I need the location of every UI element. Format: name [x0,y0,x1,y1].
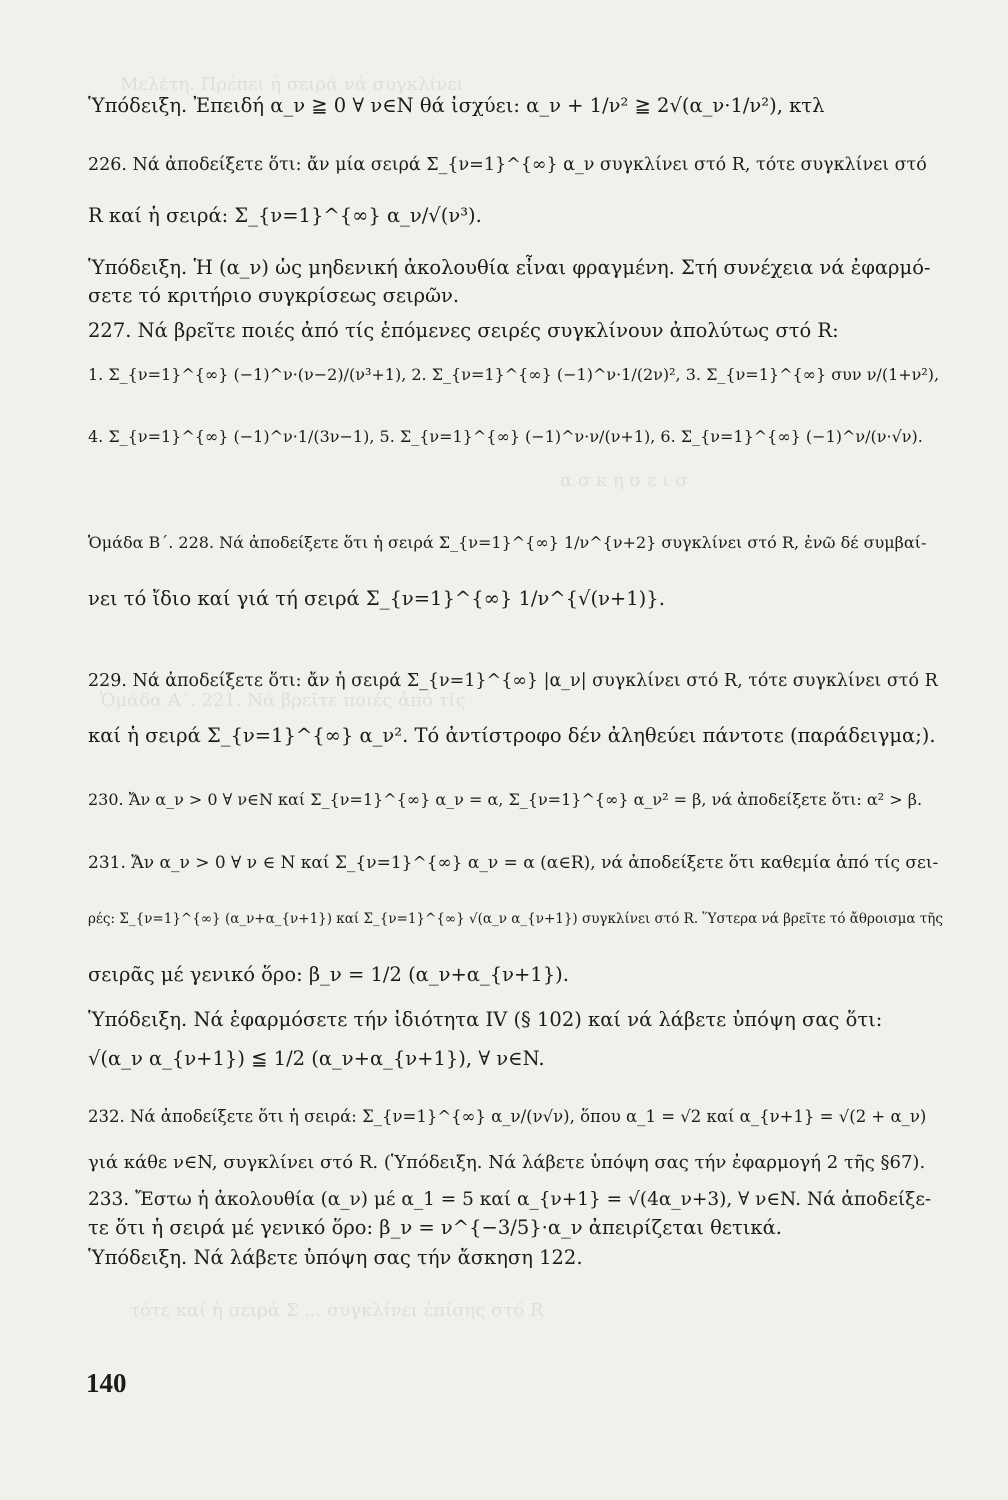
line-06: 227. Νά βρεῖτε ποιές ἀπό τίς ἑπόμενες σειρές συγκλίνουν ἀπολύτως στό R: [88,319,839,342]
line-18: √(α_ν α_{ν+1}) ≦ 1/2 (α_ν+α_{ν+1}), ∀ ν∈N. [88,1047,545,1070]
line-11: 229. Νά ἀποδείξετε ὅτι: ἄν ἡ σειρά Σ_{ν=1}^{∞} |α_ν| συγκλίνει στό R, τότε συγκλίνει στό R [88,671,938,691]
line-15: ρές: Σ_{ν=1}^{∞} (α_ν+α_{ν+1}) καί Σ_{ν=1}^{∞} √(α_ν α_{ν+1}) συγκλίνει στό R. Ὕστερα νά βρεῖτε τό ἄθροισμα τῆς [88,911,943,927]
line-16: σειρᾶς μέ γενικό ὅρο: β_ν = 1/2 (α_ν+α_{ν+1}). [88,963,569,986]
line-10: νει τό ἴδιο καί γιά τή σειρά Σ_{ν=1}^{∞} 1/ν^{√(ν+1)}. [88,587,665,610]
line-20: γιά κάθε ν∈N, συγκλίνει στό R. (Ὑπόδειξη. Νά λάβετε ὑπόψη σας τήν ἐφαρμογή 2 τῆς §67). [88,1152,926,1173]
line-12: καί ἡ σειρά Σ_{ν=1}^{∞} α_ν². Τό ἀντίστροφο δέν ἀληθεύει πάντοτε (παράδειγμα;). [88,724,936,747]
line-04: Ὑπόδειξη. Ἡ (α_ν) ὡς μηδενική ἀκολουθία εἶναι φραγμένη. Στή συνέχεια νά ἐφαρμό- [88,256,931,279]
line-17: Ὑπόδειξη. Νά ἐφαρμόσετε τήν ἰδιότητα IV (§ 102) καί νά λάβετε ὑπόψη σας ὅτι: [88,1008,883,1031]
line-21: 233. Ἔστω ἡ ἀκολουθία (α_ν) μέ α_1 = 5 καί α_{ν+1} = √(4α_ν+3), ∀ ν∈N. Νά ἀποδείξε- [88,1189,932,1210]
line-14: 231. Ἄν α_ν > 0 ∀ ν ∈ N καί Σ_{ν=1}^{∞} α_ν = α (α∈R), νά ἀποδείξετε ὅτι καθεμία ἀπό τίς σει- [88,853,939,873]
line-03: R καί ἡ σειρά: Σ_{ν=1}^{∞} α_ν/√(ν³). [88,204,482,227]
line-09: Ὁμάδα Β΄. 228. Νά ἀποδείξετε ὅτι ἡ σειρά Σ_{ν=1}^{∞} 1/ν^{ν+2} συγκλίνει στό R, ἐνῶ δέ συμβαί- [88,533,927,552]
line-22: τε ὅτι ἡ σειρά μέ γενικό ὅρο: β_ν = ν^{−3/5}·α_ν ἀπειρίζεται θετικά. [88,1216,782,1239]
line-13: 230. Ἄν α_ν > 0 ∀ ν∈N καί Σ_{ν=1}^{∞} α_ν = α, Σ_{ν=1}^{∞} α_ν² = β, νά ἀποδείξετε ὅτι: α² > β. [88,790,923,809]
line-08: 4. Σ_{ν=1}^{∞} (−1)^ν·1/(3ν−1), 5. Σ_{ν=1}^{∞} (−1)^ν·ν/(ν+1), 6. Σ_{ν=1}^{∞} (−1)^ν/(ν·√ν). [88,427,923,446]
line-07: 1. Σ_{ν=1}^{∞} (−1)^ν·(ν−2)/(ν³+1), 2. Σ_{ν=1}^{∞} (−1)^ν·1/(2ν)², 3. Σ_{ν=1}^{∞} συν ν/(1+ν²), [88,365,940,384]
page-number: 140 [86,1368,127,1398]
line-19: 232. Νά ἀποδείξετε ὅτι ἡ σειρά: Σ_{ν=1}^{∞} α_ν/(ν√ν), ὅπου α_1 = √2 καί α_{ν+1} = √(2 + α_ν) [88,1107,927,1126]
line-02: 226. Νά ἀποδείξετε ὅτι: ἄν μία σειρά Σ_{ν=1}^{∞} α_ν συγκλίνει στό R, τότε συγκλίνει στό [88,155,927,175]
line-05: σετε τό κριτήριο συγκρίσεως σειρῶν. [88,284,460,307]
line-01: Ὑπόδειξη. Ἐπειδή α_ν ≧ 0 ∀ ν∈N θά ἰσχύει: α_ν + 1/ν² ≧ 2√(α_ν·1/ν²), κτλ [88,94,825,117]
line-23: Ὑπόδειξη. Νά λάβετε ὑπόψη σας τήν ἄσκηση 122. [88,1246,583,1269]
